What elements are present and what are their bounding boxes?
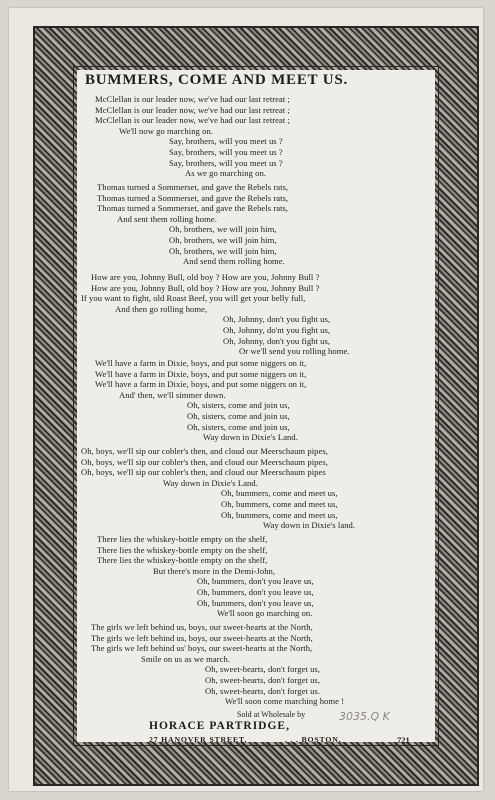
document-sheet xyxy=(9,8,483,791)
verse-1-line-8: As we go marching on. xyxy=(185,168,267,179)
verse-1-line-3: McClellan is our leader now, we've had our last retreat ; xyxy=(95,115,290,126)
verse-6-line-2: There lies the whiskey-bottle empty on the shelf, xyxy=(97,544,268,555)
verse-6-line-7: Oh, bummers, don't you leave us, xyxy=(197,597,314,608)
verse-4-line-3: We'll have a farm in Dixie, boys, and put some niggers on it, xyxy=(95,379,307,390)
verse-2-line-6: Oh, brothers, we will join him, xyxy=(169,235,277,245)
verse-4-line-5: Oh, sisters, come and join us, xyxy=(187,400,290,411)
verse-2-line-4: And sent them rolling home. xyxy=(117,213,217,224)
verse-5-line-6: Oh, bummers, come and meet us, xyxy=(221,499,338,509)
verse-1-line-1: McClellan is our leader now, we've had our last retreat ; xyxy=(95,94,290,104)
verse-5-line-3: Oh, boys, we'll sip our cobler's then, and cloud our Meerschaum pipes xyxy=(81,467,326,478)
verse-3-line-7: Oh, Johnny, don't you fight us, xyxy=(223,335,331,346)
verse-2-line-7: Oh, brothers, we will join him, xyxy=(169,245,277,256)
verse-3-line-1: How are you, Johnny Bull, old boy ? How are you, Johnny Bull ? xyxy=(91,272,320,282)
song-title: BUMMERS, COME AND MEET US. xyxy=(85,72,349,88)
verse-6-line-5: Oh, bummers, don't you leave us, xyxy=(197,576,314,587)
verse-5-line-8: Way down in Dixie's land. xyxy=(263,520,356,531)
verse-7-line-1: The girls we left behind us, boys, our sweet-hearts at the North, xyxy=(91,622,313,632)
verse-2-line-5: Oh, brothers, we will join him, xyxy=(169,224,277,235)
verse-1-line-4: We'll now go marching on. xyxy=(119,125,213,136)
verse-7-line-6: Oh, sweet-hearts, don't forget us, xyxy=(205,675,321,685)
verse-7-line-7: Oh, sweet-hearts, don't forget us. xyxy=(205,685,321,696)
verse-4-line-6: Oh, sisters, come and join us, xyxy=(187,411,290,421)
verse-3-line-8: Or we'll send you rolling home. xyxy=(239,346,350,357)
verse-7-line-2: The girls we left behind us, boys, our sweet-hearts at the North, xyxy=(91,632,313,643)
verse-3-line-6: Oh, Johnny, do'nt you fight us, xyxy=(223,325,331,335)
verse-4-line-4: And' then, we'll simmer down. xyxy=(119,389,226,400)
publisher-address: 27 HANOVER STREET, xyxy=(149,735,248,744)
verse-7-line-3: The girls we left behind us' boys, our sweet-hearts at the North, xyxy=(91,643,313,654)
verse-1-line-2: McClellan is our leader now, we've had our last retreat ; xyxy=(95,104,290,115)
verse-5-line-1: Oh, boys, we'll sip our cobler's then, and cloud our Meerschaum pipes, xyxy=(81,446,328,456)
publisher-name: HORACE PARTRIDGE, xyxy=(149,720,290,732)
verse-6-line-6: Oh, bummers, don't you leave us, xyxy=(197,587,314,597)
verse-3-line-4: And then go rolling home, xyxy=(115,303,208,314)
pencil-annotation: 3035.Q K xyxy=(339,710,390,723)
verse-6-line-4: But there's more in the Demi-John, xyxy=(153,565,276,576)
verse-2-line-1: Thomas turned a Sommerset, and gave the Rebels rats, xyxy=(97,182,289,192)
verse-3-line-3: If you want to fight, old Roast Beef, you will get your belly full, xyxy=(81,293,306,304)
verse-6-line-8: We'll soon go marching on. xyxy=(217,608,313,619)
sold-at-wholesale: Sold at Wholesale by xyxy=(237,710,306,719)
verse-5-line-2: Oh, boys, we'll sip our cobler's then, and cloud our Meerschaum pipes, xyxy=(81,456,328,467)
verse-3-line-2: How are you, Johnny Bull, old boy ? How are you, Johnny Bull ? xyxy=(91,282,320,293)
verse-1-line-7: Say, brothers, will you meet us ? xyxy=(169,157,283,168)
verse-4-line-1: We'll have a farm in Dixie, boys, and put some niggers on it, xyxy=(95,358,307,368)
verse-5-line-5: Oh, bummers, come and meet us, xyxy=(221,488,338,499)
verse-6-line-1: There lies the whiskey-bottle empty on the shelf, xyxy=(97,534,268,544)
verse-3-line-5: Oh, Johnny, don't you fight us, xyxy=(223,314,331,325)
song-sheet-content xyxy=(77,70,435,745)
verse-7-line-5: Oh, sweet-hearts, don't forget us, xyxy=(205,664,321,675)
verse-4-line-7: Oh, sisters, come and join us, xyxy=(187,421,290,432)
verse-4-line-2: We'll have a farm in Dixie, boys, and put some niggers on it, xyxy=(95,368,307,379)
verse-5-line-7: Oh, bummers, come and meet us, xyxy=(221,509,338,520)
verse-2-line-2: Thomas turned a Sommerset, and gave the Rebels rats, xyxy=(97,192,289,203)
verse-7-line-4: Smile on us as we march. xyxy=(141,653,231,664)
verse-5-line-4: Way down in Dixie's Land. xyxy=(163,477,258,488)
publisher-city: . . . BOSTON. xyxy=(285,735,342,744)
verse-6-line-3: There lies the whiskey-bottle empty on the shelf, xyxy=(97,555,268,566)
verse-4-line-8: Way down in Dixie's Land. xyxy=(203,432,298,443)
verse-2-line-8: And send them rolling home. xyxy=(183,256,285,267)
verse-2-line-3: Thomas turned a Sommerset, and gave the Rebels rats, xyxy=(97,203,289,214)
verse-7-line-8: We'll soon come marching home ! xyxy=(225,696,345,707)
verse-1-line-6: Say, brothers, will you meet us ? xyxy=(169,147,283,157)
sheet-number: 721 xyxy=(397,735,410,745)
verse-1-line-5: Say, brothers, will you meet us ? xyxy=(169,136,283,147)
